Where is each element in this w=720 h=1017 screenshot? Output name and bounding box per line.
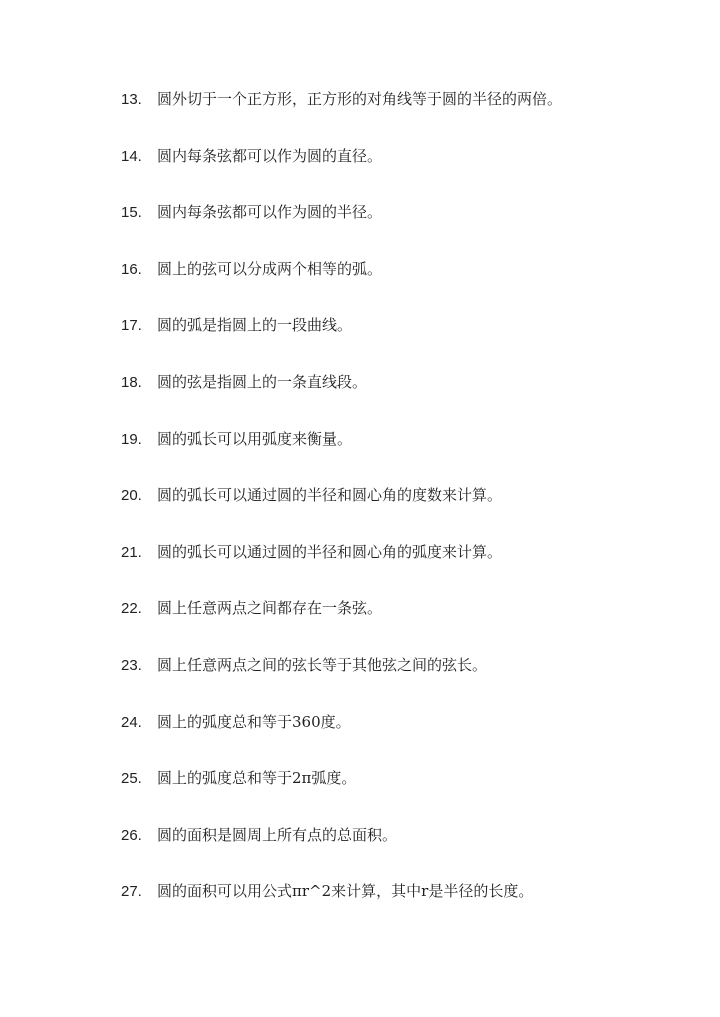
list-item: [121, 370, 681, 427]
item-text: 圆的面积是圆周上所有点的总面积。: [157, 825, 398, 844]
list-item: [121, 313, 681, 370]
item-text: 圆上的弧度总和等于2π弧度。: [157, 769, 357, 788]
item-text: 圆上的弧度总和等于360度。: [157, 712, 351, 731]
list-item: [121, 144, 681, 201]
item-text: 圆的弧是指圆上的一段曲线。: [157, 316, 353, 335]
list-item: [121, 710, 681, 767]
item-text: 圆上的弦可以分成两个相等的弧。: [157, 259, 383, 278]
item-text: 圆上任意两点之间都存在一条弦。: [157, 599, 383, 618]
item-text: 圆的弦是指圆上的一条直线段。: [157, 372, 368, 391]
item-number: 23.: [121, 656, 142, 674]
item-number: 16.: [121, 260, 142, 278]
list-item: [121, 427, 681, 484]
statement-list: [121, 87, 681, 936]
item-number: 24.: [121, 713, 142, 731]
item-number: 25.: [121, 770, 142, 788]
item-number: 21.: [121, 543, 142, 561]
item-number: 13.: [121, 91, 142, 108]
item-text: 圆的弧长可以用弧度来衡量。: [157, 429, 353, 448]
item-number: 26.: [121, 826, 142, 844]
item-text: 圆的弧长可以通过圆的半径和圆心角的弧度来计算。: [157, 542, 503, 561]
item-number: 15.: [121, 204, 142, 222]
list-item: [121, 879, 681, 936]
list-item: [121, 87, 681, 144]
item-text: 圆内每条弦都可以作为圆的直径。: [157, 146, 383, 165]
item-text: 圆内每条弦都可以作为圆的半径。: [157, 203, 383, 222]
item-number: 20.: [121, 487, 142, 505]
item-number: 17.: [121, 317, 142, 335]
list-item: [121, 653, 681, 710]
item-number: 14.: [121, 147, 142, 165]
item-text: 圆的弧长可以通过圆的半径和圆心角的度数来计算。: [157, 486, 503, 505]
list-item: [121, 540, 681, 597]
item-number: 22.: [121, 600, 142, 618]
item-number: 18.: [121, 373, 142, 391]
list-item: [121, 200, 681, 257]
item-number: 27.: [121, 883, 142, 901]
list-item: [121, 823, 681, 880]
item-text: 圆的面积可以用公式πr^2来计算，其中r是半径的长度。: [157, 882, 534, 901]
item-number: 19.: [121, 430, 142, 448]
list-item: [121, 257, 681, 314]
list-item: [121, 766, 681, 823]
item-text: 圆外切于一个正方形，正方形的对角线等于圆的半径的两倍。: [157, 90, 563, 108]
item-text: 圆上任意两点之间的弦长等于其他弦之间的弦长。: [157, 655, 488, 674]
list-item: [121, 596, 681, 653]
list-item: [121, 483, 681, 540]
